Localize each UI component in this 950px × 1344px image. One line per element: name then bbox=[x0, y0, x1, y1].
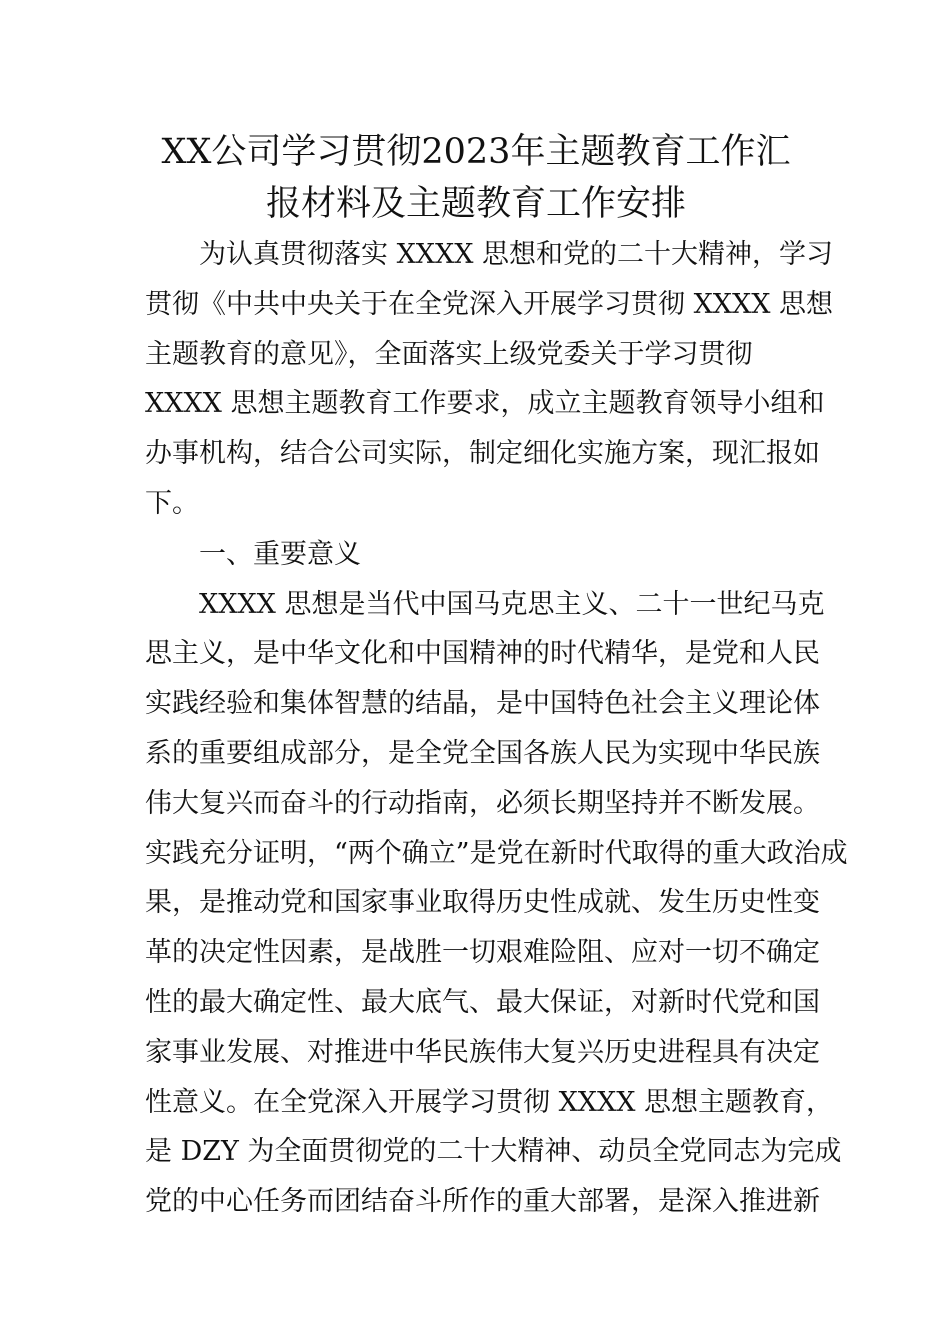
paragraph-line: 性的最大确定性、最大底气、最大保证，对新时代党和国 bbox=[145, 986, 820, 1018]
document-title bbox=[145, 126, 807, 230]
paragraph-line: 党的中心任务而团结奋斗所作的重大部署，是深入推进新 bbox=[145, 1186, 820, 1218]
paragraph-line: 果，是推动党和国家事业取得历史性成就、发生历史性变 bbox=[145, 887, 820, 919]
paragraph-line: 办事机构，结合公司实际，制定细化实施方案，现汇报如 bbox=[145, 438, 820, 470]
paragraph-line: 下。 bbox=[145, 487, 199, 519]
paragraph-line: XXXX 思想主题教育工作要求，成立主题教育领导小组和 bbox=[145, 388, 825, 420]
document-page bbox=[145, 126, 848, 1227]
paragraph-line: 实践经验和集体智慧的结晶，是中国特色社会主义理论体 bbox=[145, 688, 820, 720]
section-heading-text: 一、重要意义 bbox=[199, 538, 361, 570]
paragraph-line: XXXX 思想是当代中国马克思主义、二十一世纪马克 bbox=[199, 588, 825, 620]
paragraph-line: 伟大复兴而奋斗的行动指南，必须长期坚持并不断发展。 bbox=[145, 787, 820, 819]
intro-paragraph bbox=[145, 230, 834, 529]
title-line: 报材料及主题教育工作安排 bbox=[265, 184, 686, 224]
paragraph-line: 思主义，是中华文化和中国精神的时代精华，是党和人民 bbox=[145, 638, 820, 670]
paragraph-line: 系的重要组成部分，是全党全国各族人民为实现中华民族 bbox=[145, 737, 820, 769]
paragraph-line: 主题教育的意见》，全面落实上级党委关于学习贯彻 bbox=[145, 338, 753, 370]
paragraph-line: 革的决定性因素，是战胜一切艰难险阻、应对一切不确定 bbox=[145, 937, 820, 969]
paragraph-line: 实践充分证明，“两个确立”是党在新时代取得的重大政治成 bbox=[145, 837, 848, 869]
significance-paragraph bbox=[145, 580, 848, 1227]
paragraph-line: 是 DZY 为全面贯彻党的二十大精神、动员全党同志为完成 bbox=[145, 1136, 842, 1168]
paragraph-line: 贯彻《中共中央关于在全党深入开展学习贯彻 XXXX 思想 bbox=[145, 288, 834, 320]
title-line: XX公司学习贯彻2023年主题教育工作汇 bbox=[161, 132, 791, 172]
paragraph-line: 性意义。在全党深入开展学习贯彻 XXXX 思想主题教育， bbox=[145, 1086, 834, 1118]
paragraph-line: 为认真贯彻落实 XXXX 思想和党的二十大精神，学习 bbox=[199, 239, 834, 270]
paragraph-line: 家事业发展、对推进中华民族伟大复兴历史进程具有决定 bbox=[145, 1036, 820, 1068]
section-heading bbox=[145, 529, 807, 580]
